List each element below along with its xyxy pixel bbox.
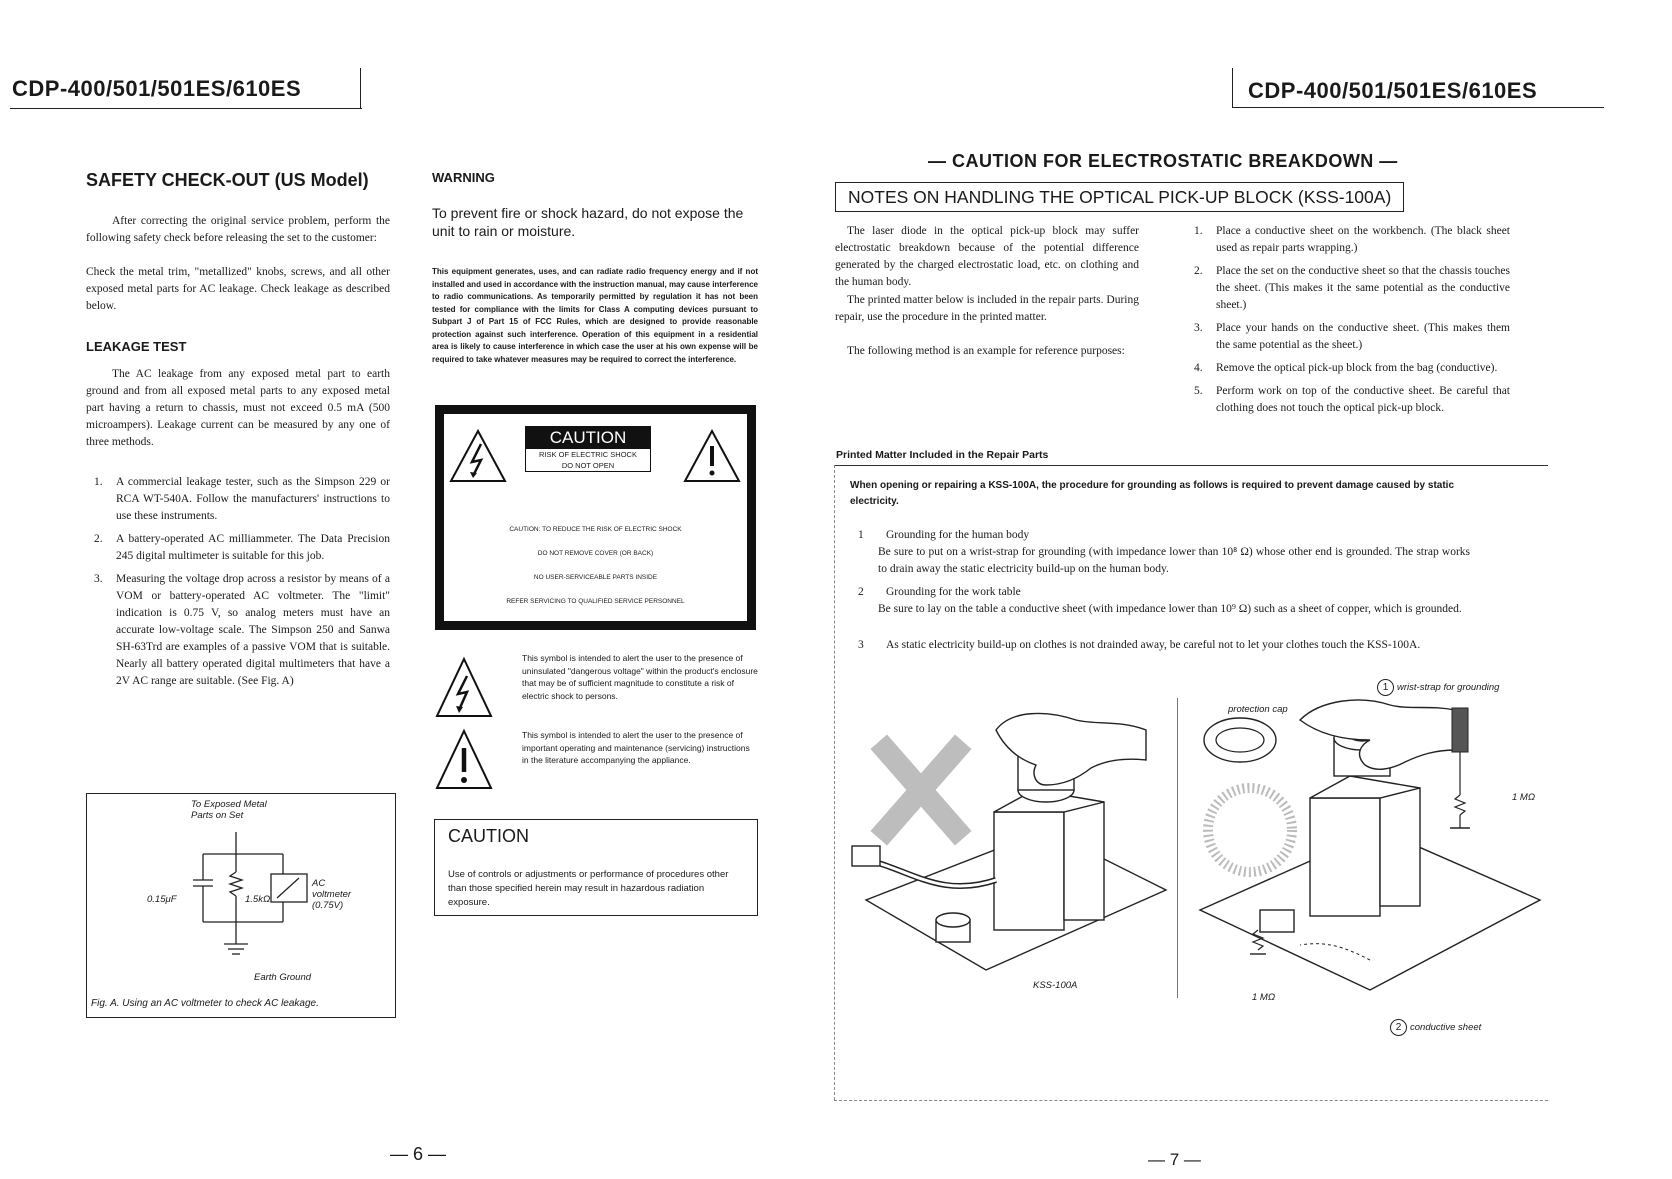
label-wrist-strap: wrist-strap for grounding [1397, 682, 1500, 693]
leakage-method: 3. Measuring the voltage drop across a resistor by means of a VOM or battery-operated AC voltmeter. The "limit" indication is 0.75 V, so analog meters must have an accurate low-voltage scale. The Simpson 250 and Sanwa SH-63Trd are examples of a passive VOM that is suitable. Nearly all battery operated digital multimeters that have a 2V AC range are suitable. (See Fig. A) [94, 573, 390, 687]
printed-matter-title: Printed Matter Included in the Repair Parts [836, 449, 1049, 461]
caution-label-sub2: DO NOT OPEN [561, 461, 615, 470]
handling-step: 4. Remove the optical pick-up block from the bag (conductive). [1194, 362, 1498, 374]
exclamation-symbol-icon [434, 728, 494, 792]
grounding-item-text: As static electricity build-up on clothes is not drainded away, be careful not to let your clothes touch the KSS-100A. [886, 639, 1421, 651]
label-wrist-num: 1 [1377, 679, 1394, 696]
safety-intro: After correcting the original service problem, perform the following safety check before releasing the set to the customer: [86, 215, 390, 244]
caution-label-line-4: REFER SERVICING TO QUALIFIED SERVICE PERSONNEL [506, 598, 685, 605]
label-protection-cap: protection cap [1228, 704, 1288, 715]
grounding-item-3 [850, 637, 1470, 654]
notes-intro-1: The laser diode in the optical pick-up block may suffer electrostatic breakdown because of the potential difference generated by the charged electrostatic load, etc. on clothing and the human body. [835, 225, 1139, 288]
caution-label-sub1: RISK OF ELECTRIC SHOCK [539, 450, 637, 459]
caution-label-line-3: NO USER-SERVICEABLE PARTS INSIDE [533, 574, 658, 581]
exclamation-symbol-text: This symbol is intended to alert the user to the presence of important operating and maintenance (servicing) instructions in the literature accompanying the appliance. [522, 730, 750, 765]
grounding-item-text: Be sure to lay on the table a conductive sheet (with impedance lower than 10⁹ Ω) such as a sheet of copper, which is grounded. [878, 603, 1462, 615]
grounding-item-2 [850, 584, 1470, 618]
figure-a-top-label-2: Parts on Set [191, 810, 244, 821]
warning-lead: To prevent fire or shock hazard, do not expose the unit to rain or moisture. [432, 205, 744, 239]
fcc-notice: This equipment generates, uses, and can radiate radio frequency energy and if not installed and used in accordance with the instruction manual, may cause interference to radio communications. As temporarily permitted by regulation it has not been tested for compliance with the limits for Class A computing devices pursuant to Subpart J of Part 15 of FCC Rules, which are designed to provide reasonable protection against such interference. Operation of this equipment in a residential area is likely to cause interference in which case the user at his own expense will be required to take whatever measures may be required to correct the interference. [432, 267, 758, 364]
label-resistor-1: 1 MΩ [1512, 792, 1536, 803]
caution-label-line-1: CAUTION: TO REDUCE THE RISK OF ELECTRIC SHOCK [509, 526, 682, 533]
notes-title: NOTES ON HANDLING THE OPTICAL PICK-UP BLOCK (KSS-100A) [835, 182, 1404, 212]
lightning-symbol-text: This symbol is intended to alert the user to the presence of uninsulated "dangerous voltage" within the product's enclosure that may be of sufficient magnitude to constitute a risk of electric shock to persons. [522, 653, 758, 701]
handling-step: 1. Place a conductive sheet on the workbench. (The black sheet used as repair parts wrapping.) [1194, 225, 1510, 254]
caution-box-title: CAUTION [448, 826, 529, 846]
handling-step: 3. Place your hands on the conductive sheet. (This makes them the same potential as the sheet.) [1194, 322, 1510, 351]
figure-a-meter-1: AC [312, 878, 326, 889]
grounding-item-num: 2 [858, 586, 864, 598]
right-header-rule [1232, 107, 1604, 108]
exclamation-triangle-icon [682, 428, 742, 484]
printed-matter-left-border [834, 465, 835, 1100]
grounding-item-title: Grounding for the work table [886, 586, 1021, 598]
safety-intro-2: Check the metal trim, "metallized" knobs, screws, and all other exposed metal parts for AC leakage. Check leakage as described below. [86, 266, 390, 312]
label-sheet-num: 2 [1390, 1019, 1407, 1036]
leakage-method: 1. A commercial leakage tester, such as the Simpson 229 or RCA WT-540A. Follow the manufacturers' instructions to use these instruments. [94, 476, 390, 522]
correct-handling-illustration [1180, 680, 1550, 1010]
figure-a-cap-label: 0.15μF [147, 894, 177, 905]
figure-a-ground: Earth Ground [254, 972, 312, 983]
leakage-body: The AC leakage from any exposed metal part to earth ground and from all exposed metal parts to any exposed metal part having a return to chassis, must not exceed 0.5 mA (500 microampers). Leakage current can be measured by any one of three methods. [86, 368, 390, 448]
caution-label-inner [444, 414, 747, 621]
notes-intro-3: The following method is an example for reference purposes: [847, 345, 1125, 357]
label-pickup: KSS-100A [1033, 980, 1078, 991]
illustration-divider [1177, 698, 1178, 998]
figure-a-top-label-1: To Exposed Metal [191, 799, 267, 810]
leakage-method: 2. A battery-operated AC milliammeter. The Data Precision 245 digital multimeter is suitable for this job. [94, 533, 390, 562]
leakage-methods [90, 474, 390, 696]
caution-label-badge [525, 426, 651, 472]
grounding-item-num: 1 [858, 529, 864, 541]
figure-a-caption: Fig. A. Using an AC voltmeter to check AC leakage. [91, 998, 319, 1009]
lightning-triangle-icon [448, 428, 508, 484]
left-model-header: CDP-400/501/501ES/610ES [12, 76, 302, 101]
electrostatic-caution-title: — CAUTION FOR ELECTROSTATIC BREAKDOWN — [928, 151, 1398, 171]
printed-matter-rule [834, 465, 1548, 466]
caution-label-line-2: DO NOT REMOVE COVER (OR BACK) [537, 550, 654, 557]
warning-title: WARNING [432, 170, 495, 185]
left-header-rule [10, 108, 362, 109]
handling-step: 2. Place the set on the conductive sheet so that the chassis touches the sheet. (This makes it the same potential as the conductive sheet.) [1194, 265, 1510, 311]
caution-box [434, 819, 758, 916]
leakage-title: LEAKAGE TEST [86, 339, 187, 354]
figure-a [86, 793, 396, 1018]
right-header-tick [1232, 68, 1233, 108]
caution-box-text: Use of controls or adjustments or performance of procedures other than those specified herein may result in hazardous radiation exposure. [448, 869, 729, 908]
grounding-item-1 [850, 527, 1470, 578]
wrong-handling-illustration [846, 690, 1176, 1010]
handling-steps [1190, 223, 1510, 423]
left-header-tick [360, 68, 361, 108]
printed-matter-bottom-border [834, 1100, 1548, 1101]
right-model-header: CDP-400/501/501ES/610ES [1248, 78, 1538, 103]
caution-label-title: CAUTION [526, 427, 650, 449]
label-conductive-sheet: conductive sheet [1410, 1022, 1482, 1033]
grounding-item-num: 3 [858, 639, 864, 651]
right-page-number: — 7 — [1148, 1150, 1201, 1169]
figure-a-meter-3: (0.75V) [312, 900, 344, 911]
prohibited-x-icon [886, 750, 956, 830]
grounding-item-title: Grounding for the human body [886, 529, 1030, 541]
figure-a-res-label: 1.5kΩ [245, 894, 271, 905]
figure-a-meter-2: voltmeter [312, 889, 352, 900]
safety-title: SAFETY CHECK-OUT (US Model) [86, 170, 369, 190]
label-resistor-2: 1 MΩ [1252, 992, 1276, 1003]
handling-step: 5. Perform work on top of the conductive sheet. Be careful that clothing does not touch the optical pick-up block. [1194, 385, 1510, 414]
grounding-item-text: Be sure to put on a wrist-strap for grounding (with impedance lower than 10⁸ Ω) whose other end is grounded. The strap works to drain away the static electricity build-up on the human body. [878, 546, 1470, 575]
left-page-number: — 6 — [390, 1144, 447, 1164]
caution-label-panel [435, 405, 756, 630]
notes-intro-2: The printed matter below is included in the repair parts. During repair, use the procedure in the printed matter. [835, 294, 1139, 323]
lightning-symbol-icon [434, 656, 494, 720]
printed-matter-lead: When opening or repairing a KSS-100A, the procedure for grounding as follows is required to prevent damage caused by static electricity. [850, 480, 1454, 507]
